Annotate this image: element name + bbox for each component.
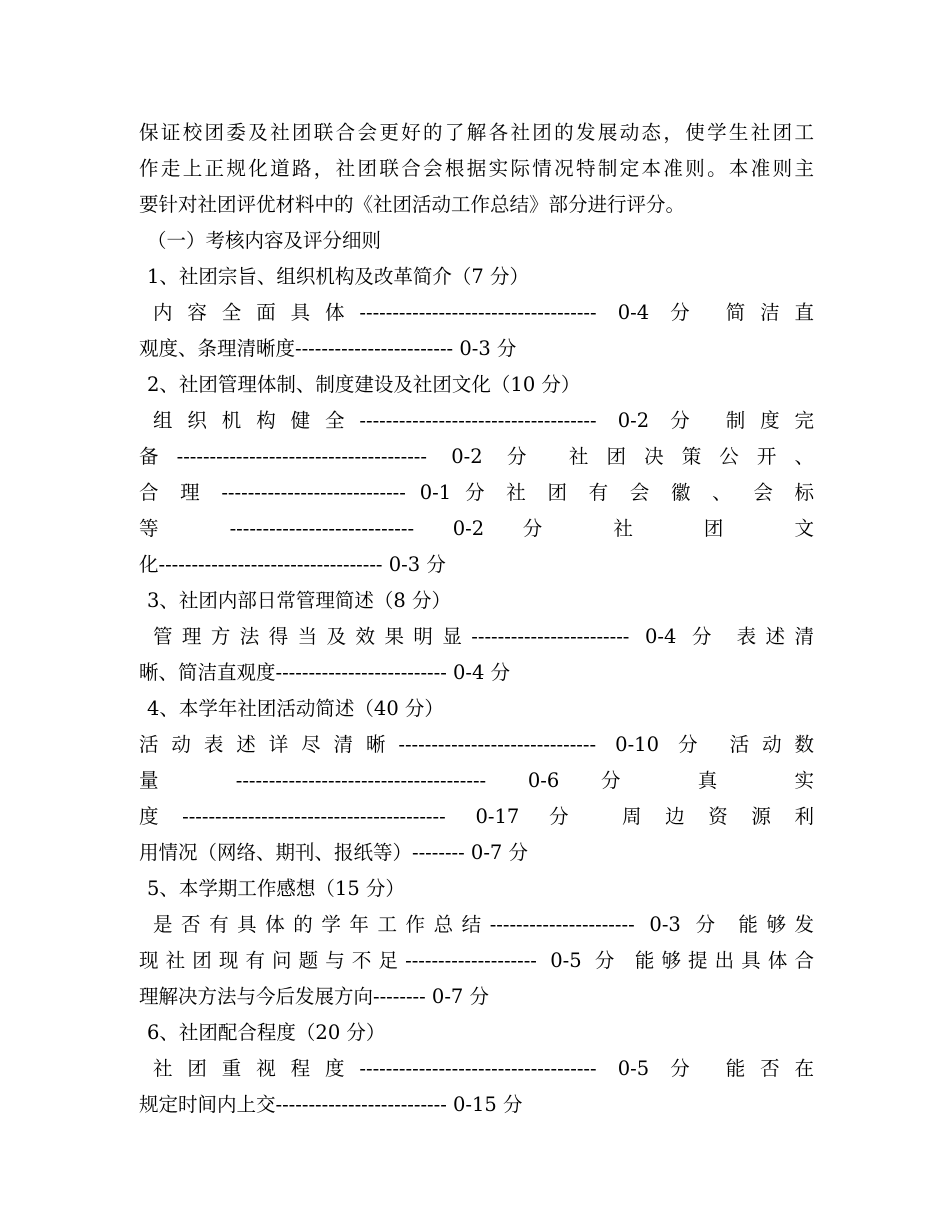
item-4-line-4: 用情况（网络、期刊、报纸等）-------- 0-7 分 (139, 841, 529, 864)
item-1-heading: 1、社团宗旨、组织机构及改革简介（7 分） (147, 265, 530, 288)
item-4-line-3: 度---------------------------------------- 0-17 分 周边资源利 (139, 805, 814, 828)
item-6-line-1: 社团重视程度------------------------------------ 0-5 分 能否在 (153, 1057, 814, 1080)
intro-line-1: 保证校团委及社团联合会更好的了解各社团的发展动态，使学生社团工 (139, 121, 814, 144)
item-4-heading: 4、本学年社团活动简述（40 分） (147, 697, 444, 720)
item-4-line-2: 量 -------------------------------------- 0-6 分 真 实 (139, 769, 814, 792)
item-5-line-1: 是否有具体的学年工作总结---------------------- 0-3 分 能够发 (153, 913, 814, 936)
intro-line-2: 作走上正规化道路，社团联合会根据实际情况特制定本准则。本准则主 (139, 157, 814, 180)
item-2-line-2: 备-------------------------------------- 0-2 分 社团决策公开、 (139, 445, 814, 468)
item-3-heading: 3、社团内部日常管理简述（8 分） (147, 589, 452, 612)
item-3-line-2: 晰、简洁直观度-------------------------- 0-4 分 (139, 661, 511, 684)
section-heading: （一）考核内容及评分细则 (147, 229, 382, 252)
item-1-line-1: 内容全面具体------------------------------------ 0-4 分 简洁直 (153, 301, 814, 324)
item-5-heading: 5、本学期工作感想（15 分） (147, 877, 405, 900)
item-2-line-4: 等 ---------------------------- 0-2 分 社 团 文 (139, 517, 814, 540)
item-5-line-3: 理解决方法与今后发展方向-------- 0-7 分 (139, 985, 490, 1008)
item-2-line-5: 化---------------------------------- 0-3 分 (139, 553, 446, 576)
item-1-line-2: 观度、条理清晰度------------------------ 0-3 分 (139, 337, 517, 360)
item-4-line-1: 活动表述详尽清晰------------------------------ 0-10 分 活动数 (139, 733, 814, 756)
item-2-heading: 2、社团管理体制、制度建设及社团文化（10 分） (147, 373, 581, 396)
item-6-heading: 6、社团配合程度（20 分） (147, 1021, 386, 1044)
document-body (139, 115, 814, 1123)
intro-line-3: 要针对社团评优材料中的《社团活动工作总结》部分进行评分。 (139, 193, 686, 216)
item-3-line-1: 管理方法得当及效果明显------------------------ 0-4 分 表述清 (153, 625, 814, 648)
item-5-line-2: 现社团现有问题与不足-------------------- 0-5 分 能够提出具体合 (139, 949, 814, 972)
item-6-line-2: 规定时间内上交-------------------------- 0-15 分 (139, 1093, 523, 1116)
item-2-line-3: 合 理 ---------------------------- 0-1 分 社 团 有 会 徽 、 会 标 (139, 481, 814, 504)
item-2-line-1: 组织机构健全------------------------------------ 0-2 分 制度完 (153, 409, 814, 432)
